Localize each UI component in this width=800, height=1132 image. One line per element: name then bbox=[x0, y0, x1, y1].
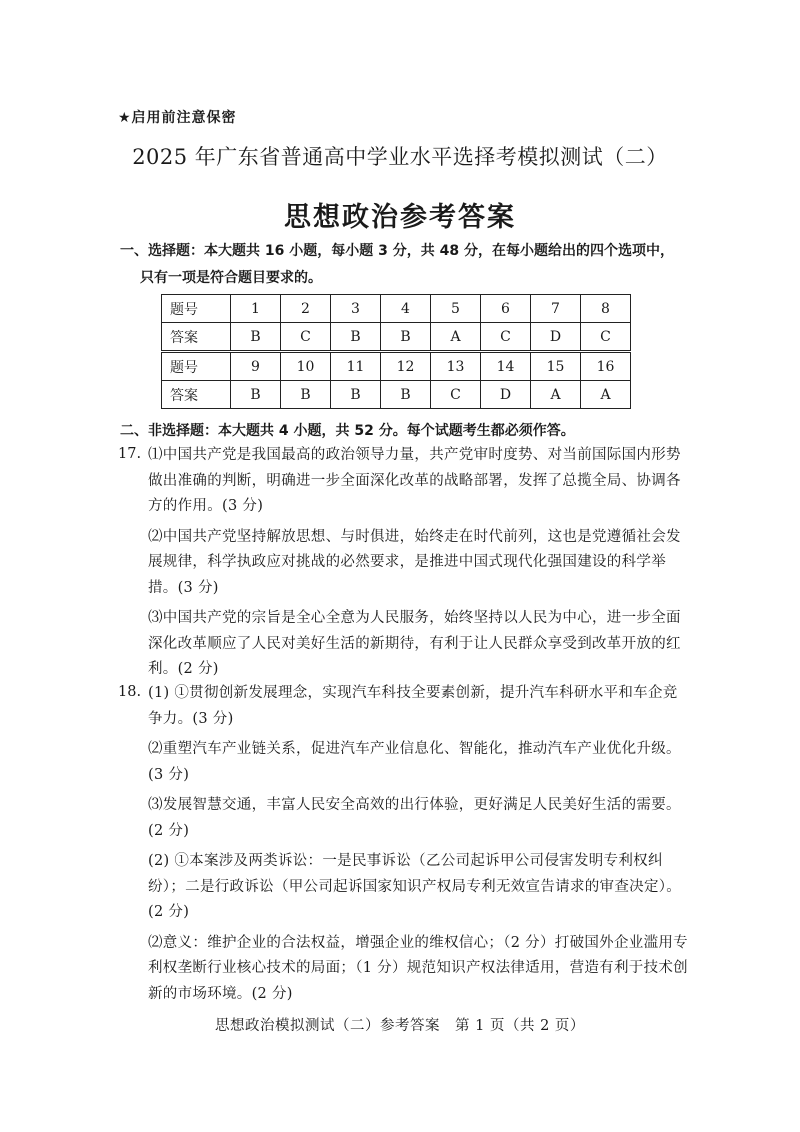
answer-cell: D bbox=[531, 323, 581, 352]
q17-point-3: ⑶中国共产党的宗旨是全心全意为人民服务，始终坚持以人民为中心，进一步全面深化改革顺应了人民对美好生活的新期待，有利于让人民群众享受到改革开放的红利。(2 分) bbox=[148, 610, 681, 677]
q18-point-3: ⑶发展智慧交通，丰富人民安全高效的出行体验，更好满足人民美好生活的需要。(2 分) bbox=[148, 797, 681, 839]
section2-heading: 二、非选择题：本大题共 4 小题，共 52 分。每个试题考生都必须作答。 bbox=[120, 423, 575, 439]
question-number-cell: 1 bbox=[231, 295, 281, 323]
question-number-label: 题号 bbox=[162, 352, 231, 381]
answer-cell: B bbox=[231, 323, 281, 352]
answer-cell: C bbox=[431, 381, 481, 409]
table-row bbox=[162, 295, 631, 323]
question-number-cell: 11 bbox=[331, 352, 381, 381]
question-number-cell: 14 bbox=[481, 352, 531, 381]
q18-point-4: (2) ①本案涉及两类诉讼：一是民事诉讼（乙公司起诉甲公司侵害发明专利权纠纷）；二是行政诉讼（甲公司起诉国家知识产权局专利无效宣告请求的审查决定）。(2 分) bbox=[148, 853, 682, 920]
answer-label: 答案 bbox=[162, 381, 231, 409]
section1-instructions bbox=[120, 238, 680, 292]
question-number-cell: 9 bbox=[231, 352, 281, 381]
q18-number: 18. bbox=[118, 684, 142, 700]
q18-point-2: ⑵重塑汽车产业链关系，促进汽车产业信息化、智能化，推动汽车产业优化升级。(3 分) bbox=[148, 741, 681, 783]
answer-cell: C bbox=[481, 323, 531, 352]
section1-line1: 一、选择题：本大题共 16 小题，每小题 3 分，共 48 分，在每小题给出的四个选项中， bbox=[120, 243, 674, 259]
section1-line2: 只有一项是符合题目要求的。 bbox=[140, 270, 322, 286]
q18-point-1: (1) ①贯彻创新发展理念，实现汽车科技全要素创新，提升汽车科研水平和车企竞争力。(3 分) bbox=[148, 685, 678, 727]
q17-point-1: ⑴中国共产党是我国最高的政治领导力量，共产党审时度势、对当前国际国内形势做出准确的判断，明确进一步全面深化改革的战略部署，发挥了总揽全局、协调各方的作用。(3 分) bbox=[148, 447, 681, 514]
table-row bbox=[162, 352, 631, 381]
question-number-cell: 13 bbox=[431, 352, 481, 381]
exam-title: 2025 年广东省普通高中学业水平选择考模拟测试（二） bbox=[132, 145, 668, 169]
answer-cell: B bbox=[281, 381, 331, 409]
question-number-cell: 7 bbox=[531, 295, 581, 323]
question-number-cell: 3 bbox=[331, 295, 381, 323]
question-number-cell: 16 bbox=[581, 352, 631, 381]
document-subtitle: 思想政治参考答案 bbox=[284, 202, 516, 233]
q17-point-2: ⑵中国共产党坚持解放思想、与时俱进，始终走在时代前列，这也是党遵循社会发展规律，科学执政应对挑战的必然要求，是推进中国式现代化强国建设的科学举措。(3 分) bbox=[148, 528, 681, 596]
answer-cell: D bbox=[481, 381, 531, 409]
answer-table bbox=[161, 294, 631, 409]
q17-number: 17. bbox=[118, 446, 142, 462]
table-row bbox=[162, 381, 631, 409]
answer-cell: B bbox=[331, 323, 381, 352]
question-number-cell: 10 bbox=[281, 352, 331, 381]
answer-cell: B bbox=[331, 381, 381, 409]
question-number-cell: 8 bbox=[581, 295, 631, 323]
answer-cell: B bbox=[231, 381, 281, 409]
answer-cell: C bbox=[581, 323, 631, 352]
q18-answer bbox=[148, 681, 692, 1012]
question-number-cell: 5 bbox=[431, 295, 481, 323]
table-row bbox=[162, 323, 631, 352]
question-number-cell: 2 bbox=[281, 295, 331, 323]
answer-label: 答案 bbox=[162, 323, 231, 352]
question-number-cell: 4 bbox=[381, 295, 431, 323]
answer-cell: B bbox=[381, 381, 431, 409]
question-number-cell: 15 bbox=[531, 352, 581, 381]
q18-point-5: ⑵意义：维护企业的合法权益，增强企业的维权信心；（2 分）打破国外企业滥用专利权垄断行业核心技术的局面；（1 分）规范知识产权法律适用，营造有利于技术创新的市场环境。(2 分) bbox=[148, 934, 688, 1002]
q17-answer bbox=[148, 443, 692, 688]
answer-cell: A bbox=[531, 381, 581, 409]
answer-cell: B bbox=[381, 323, 431, 352]
answer-cell: C bbox=[281, 323, 331, 352]
question-number-label: 题号 bbox=[162, 295, 231, 323]
question-number-cell: 6 bbox=[481, 295, 531, 323]
confidential-notice: ★启用前注意保密 bbox=[118, 110, 237, 126]
answer-cell: A bbox=[581, 381, 631, 409]
question-number-cell: 12 bbox=[381, 352, 431, 381]
answer-cell: A bbox=[431, 323, 481, 352]
page-footer: 思想政治模拟测试（二）参考答案 第 1 页（共 2 页） bbox=[215, 1018, 585, 1034]
